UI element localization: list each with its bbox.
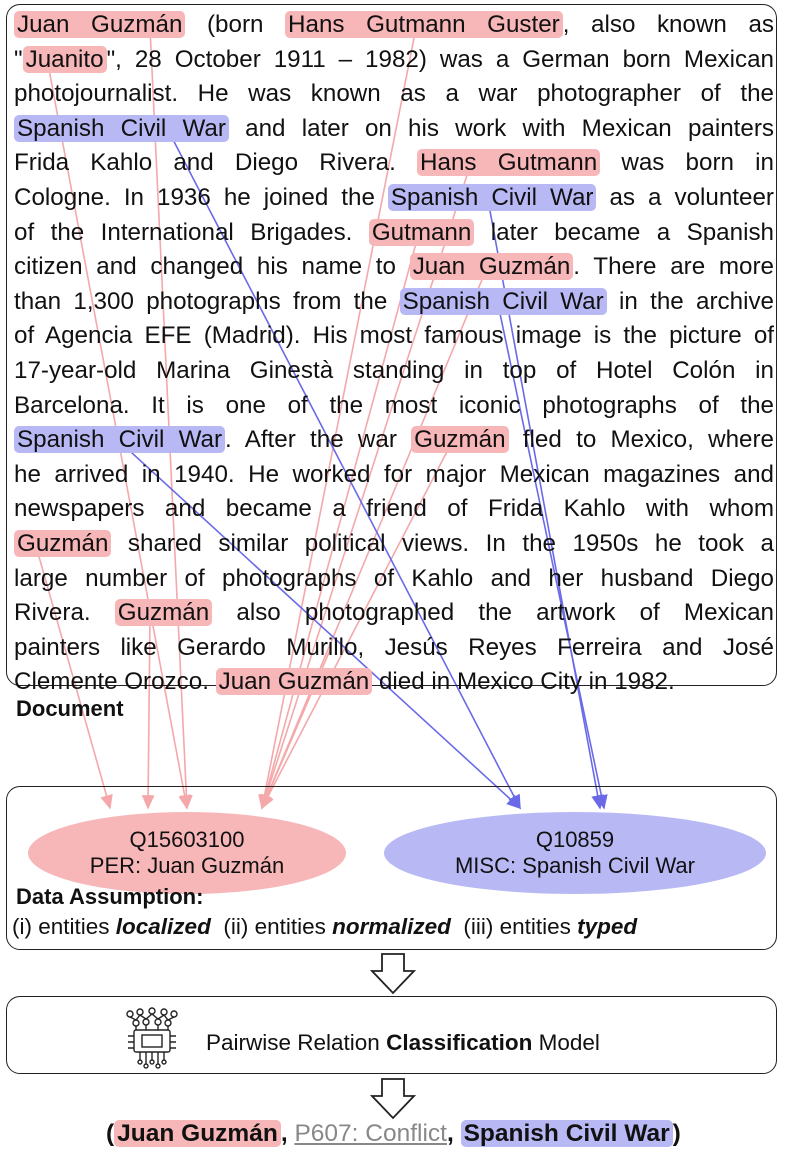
text-segment: citizen and changed his name to bbox=[14, 253, 410, 281]
text-segment: later became a Spanish bbox=[474, 218, 774, 246]
document-line bbox=[14, 77, 774, 112]
text-segment: died in Mexico City in 1982. bbox=[372, 668, 675, 696]
mention-per: Juan Guzmán bbox=[216, 668, 373, 695]
mention-per: Hans Gutmann bbox=[417, 149, 600, 176]
entity-per-type-label: PER: Juan Guzmán bbox=[89, 853, 285, 878]
mention-per: Hans Gutmann Guster bbox=[285, 11, 563, 38]
result-triple bbox=[106, 1120, 681, 1148]
mention-per: Juan Guzmán bbox=[410, 253, 574, 280]
flow-down-arrow-icon bbox=[370, 953, 416, 995]
flow-down-arrow-icon-2 bbox=[370, 1078, 416, 1120]
assumption-keyword-normalized: normalized bbox=[332, 914, 451, 939]
text-segment: he arrived in 1940. He worked for major Mexican magazines and bbox=[14, 460, 774, 488]
mention-misc: Spanish Civil War bbox=[14, 426, 225, 453]
assumption-title: Data Assumption: bbox=[16, 884, 204, 909]
mention-misc: Spanish Civil War bbox=[388, 184, 597, 211]
result-tail-entity: Spanish Civil War bbox=[461, 1120, 673, 1147]
text-segment: than 1,300 photographs from the bbox=[14, 287, 400, 315]
text-segment: . After the war bbox=[225, 426, 412, 454]
assumption-keyword-localized: localized bbox=[115, 914, 211, 939]
text-segment: Cologne. In 1936 he joined the bbox=[14, 183, 388, 211]
assumption-part-1: (i) entities bbox=[12, 914, 116, 939]
entity-misc-id: Q10859 bbox=[535, 827, 615, 852]
text-segment: (born bbox=[185, 11, 286, 38]
entity-node-per bbox=[28, 812, 346, 894]
mention-per: Guzmán bbox=[115, 599, 212, 626]
document-line bbox=[14, 631, 774, 666]
document-line bbox=[14, 216, 774, 251]
text-segment: as a volunteer bbox=[596, 183, 774, 211]
neural-chip-icon bbox=[116, 1006, 188, 1072]
mention-per: Gutmann bbox=[369, 219, 475, 246]
document-line bbox=[14, 389, 774, 424]
document-line bbox=[14, 458, 774, 493]
text-segment: 17-year-old Marina Ginestà standing in top of Hotel Colón in bbox=[14, 356, 774, 384]
document-line bbox=[14, 146, 774, 181]
document-line bbox=[14, 665, 774, 700]
model-label-pre: Pairwise Relation bbox=[206, 1030, 387, 1055]
mention-per: Guzmán bbox=[411, 426, 508, 453]
model-label-post: Model bbox=[532, 1030, 600, 1055]
entity-per-id: Q15603100 bbox=[129, 827, 245, 852]
text-segment: " bbox=[14, 45, 23, 73]
text-segment: painters like Gerardo Murillo, Jesús Reyes Ferreira and José bbox=[14, 633, 774, 661]
document-line bbox=[14, 562, 774, 597]
text-segment: Clemente Orozco. bbox=[14, 668, 216, 696]
text-segment: was born in bbox=[600, 149, 774, 177]
model-label-bold: Classification bbox=[386, 1030, 533, 1055]
text-segment: also photographed the artwork of Mexican bbox=[212, 599, 774, 627]
assumption-keyword-typed: typed bbox=[577, 914, 638, 939]
result-close-paren: ) bbox=[672, 1120, 681, 1147]
entity-misc-type-label: MISC: Spanish Civil War bbox=[454, 853, 695, 878]
document-line bbox=[14, 423, 774, 458]
assumption-part-3: (iii) entities bbox=[450, 914, 578, 939]
document-line bbox=[14, 181, 774, 216]
text-segment: large number of photographs of Kahlo and her husband Diego bbox=[14, 564, 774, 592]
document-label: Document bbox=[16, 696, 124, 721]
text-segment: , also known as bbox=[562, 11, 774, 38]
document-line bbox=[14, 112, 774, 147]
result-sep-1: , bbox=[280, 1120, 295, 1147]
text-segment: photojournalist. He was known as a war photographer of the bbox=[14, 80, 774, 108]
document-line bbox=[14, 43, 774, 78]
mention-misc: Spanish Civil War bbox=[400, 288, 607, 315]
text-segment: Frida Kahlo and Diego Rivera. bbox=[14, 149, 418, 177]
entity-node-misc bbox=[384, 812, 766, 894]
text-segment: . There are more bbox=[573, 253, 774, 281]
text-segment: of Agencia EFE (Madrid). His most famous image is the picture of bbox=[14, 322, 774, 350]
document-line bbox=[14, 527, 774, 562]
text-segment: ", 28 October 1911 – 1982) was a German born Mexican bbox=[106, 45, 774, 73]
document-line bbox=[14, 285, 774, 320]
result-head-entity: Juan Guzmán bbox=[114, 1120, 281, 1147]
document-text bbox=[14, 8, 774, 700]
text-segment: and later on his work with Mexican painters bbox=[228, 114, 774, 142]
text-segment: shared similar political views. In the 1950s he took a bbox=[111, 529, 774, 557]
result-relation: P607: Conflict bbox=[294, 1120, 447, 1147]
document-line bbox=[14, 250, 774, 285]
model-label bbox=[206, 1030, 600, 1056]
result-sep-2: , bbox=[446, 1120, 461, 1147]
text-segment: fled to Mexico, where bbox=[508, 426, 774, 454]
document-line bbox=[14, 492, 774, 527]
text-segment: newspapers and became a friend of Frida Kahlo with whom bbox=[14, 495, 774, 523]
mention-per: Juanito bbox=[23, 46, 107, 73]
document-line bbox=[14, 596, 774, 631]
mention-per: Juan Guzmán bbox=[14, 11, 185, 38]
assumption-part-2: (ii) entities bbox=[210, 914, 333, 939]
text-segment: Rivera. bbox=[14, 599, 115, 627]
mention-per: Guzmán bbox=[14, 530, 111, 557]
document-line bbox=[14, 8, 774, 43]
text-segment: of the International Brigades. bbox=[14, 218, 369, 246]
assumption-list bbox=[12, 914, 637, 940]
result-open-paren: ( bbox=[106, 1120, 115, 1147]
mention-misc: Spanish Civil War bbox=[14, 115, 229, 142]
document-line bbox=[14, 354, 774, 389]
text-segment: Barcelona. It is one of the most iconic photographs of the bbox=[14, 391, 774, 419]
document-line bbox=[14, 319, 774, 354]
text-segment: in the archive bbox=[606, 287, 774, 315]
